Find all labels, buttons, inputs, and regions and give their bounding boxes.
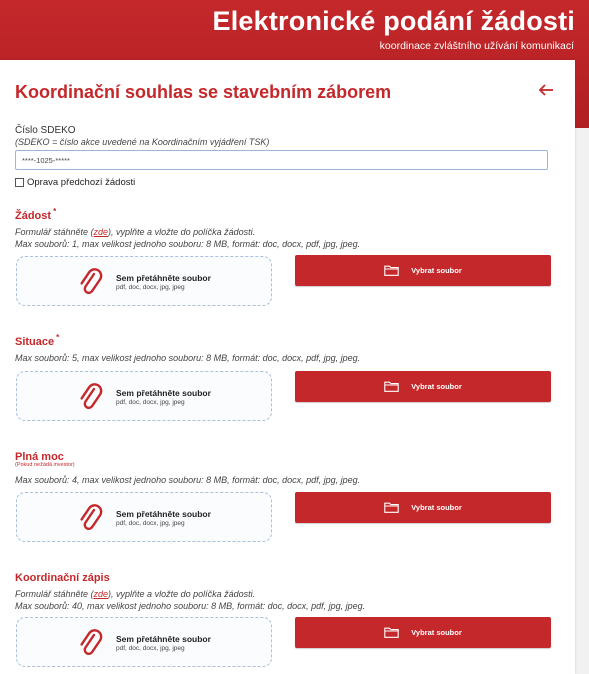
koordinacni-zapis-limits: Max souborů: 40, max velikost jednoho souboru: 8 MB, formát: doc, docx, pdf, jpg, jpeg. <box>15 601 366 611</box>
select-file-label: Vybrat soubor <box>411 266 462 275</box>
instructions-text: Formulář stáhněte ( <box>15 227 94 237</box>
paperclip-icon <box>77 503 103 533</box>
select-file-button-situace[interactable] <box>295 371 551 402</box>
koordinacni-zapis-instructions <box>15 589 255 599</box>
dropzone-zadost[interactable] <box>16 256 272 306</box>
paperclip-icon <box>77 628 103 658</box>
sdeko-hint: (SDEKO = číslo akce uvedené na Koordinačním vyjádření TSK) <box>15 137 270 147</box>
dropzone-formats: pdf, doc, docx, jpg, jpeg <box>116 520 185 527</box>
dropzone-formats: pdf, doc, docx, jpg, jpeg <box>116 399 185 406</box>
select-file-label: Vybrat soubor <box>411 628 462 637</box>
zadost-form-instructions <box>15 227 255 237</box>
dropzone-formats: pdf, doc, docx, jpg, jpeg <box>116 645 185 652</box>
select-file-button-zadost[interactable] <box>295 255 551 286</box>
dropzone-koordinacni-zapis[interactable] <box>16 617 272 667</box>
plna-moc-note: (Pokud nežádá investor) <box>15 462 75 468</box>
instructions-text: ), vyplňte a vložte do políčka žádosti. <box>108 589 256 599</box>
sdeko-label: Číslo SDEKO <box>15 125 76 136</box>
section-title-text: Situace <box>15 336 55 348</box>
download-link-koordinacni-zapis[interactable]: zde <box>93 589 109 599</box>
required-mark: * <box>56 333 60 342</box>
section-title-koordinacni-zapis <box>15 572 110 584</box>
select-file-button-koordinacni-zapis[interactable] <box>295 617 551 648</box>
zadost-limits: Max souborů: 1, max velikost jednoho souboru: 8 MB, formát: doc, docx, pdf, jpg, jpeg. <box>15 239 361 249</box>
paperclip-icon <box>77 267 103 297</box>
app-title: Elektronické podání žádosti <box>212 6 575 36</box>
dropzone-title: Sem přetáhněte soubor <box>116 634 211 644</box>
select-file-label: Vybrat soubor <box>411 503 462 512</box>
app-subtitle: koordinace zvláštního užívání komunikací <box>379 40 574 52</box>
situace-limits: Max souborů: 5, max velikost jednoho souboru: 8 MB, formát: doc, docx, pdf, jpg, jpeg. <box>15 353 361 363</box>
correction-checkbox[interactable] <box>15 178 24 187</box>
select-file-label: Vybrat soubor <box>411 382 462 391</box>
sdeko-input[interactable] <box>15 150 548 170</box>
instructions-text: ), vyplňte a vložte do políčka žádosti. <box>108 227 256 237</box>
section-title-zadost <box>15 207 57 222</box>
section-title-text: Koordinační zápis <box>15 572 110 584</box>
dropzone-title: Sem přetáhněte soubor <box>116 509 211 519</box>
folder-icon <box>384 381 399 392</box>
plna-moc-limits: Max souborů: 4, max velikost jednoho souboru: 8 MB, formát: doc, docx, pdf, jpg, jpeg. <box>15 475 361 485</box>
folder-icon <box>384 502 399 513</box>
dropzone-title: Sem přetáhněte soubor <box>116 273 211 283</box>
dropzone-formats: pdf, doc, docx, jpg, jpeg <box>116 284 185 291</box>
correction-checkbox-label: Oprava předchozí žádosti <box>27 177 136 188</box>
correction-checkbox-row[interactable] <box>15 177 135 188</box>
dropzone-situace[interactable] <box>16 371 272 421</box>
arrow-left-icon[interactable] <box>536 80 556 100</box>
section-title-text: Žádost <box>15 210 52 222</box>
section-title-text: Plná moc <box>15 451 64 463</box>
folder-icon <box>384 627 399 638</box>
dropzone-title: Sem přetáhněte soubor <box>116 388 211 398</box>
dropzone-plna-moc[interactable] <box>16 492 272 542</box>
page-title: Koordinační souhlas se stavebním záborem <box>15 82 392 102</box>
folder-icon <box>384 265 399 276</box>
required-mark: * <box>53 207 57 216</box>
paperclip-icon <box>77 382 103 412</box>
download-link-zadost[interactable]: zde <box>93 227 109 237</box>
select-file-button-plna-moc[interactable] <box>295 492 551 523</box>
instructions-text: Formulář stáhněte ( <box>15 589 94 599</box>
section-title-situace <box>15 333 60 348</box>
form-card <box>0 60 575 674</box>
